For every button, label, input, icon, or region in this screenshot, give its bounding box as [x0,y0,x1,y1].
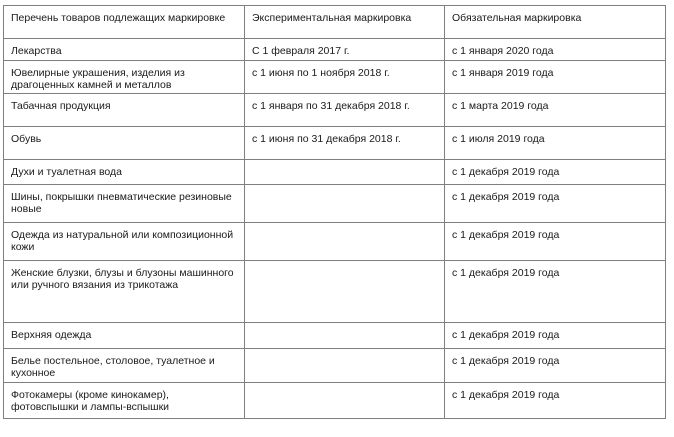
table-row [4,261,666,323]
table-row [4,39,666,61]
mandatory-date-cell: с 1 декабря 2019 года [445,349,666,383]
mandatory-date-cell: с 1 декабря 2019 года [445,323,666,349]
table-row [4,323,666,349]
product-cell: Верхняя одежда [4,323,245,349]
product-cell: Одежда из натуральной или композиционной кожи [4,223,245,261]
experimental-date-cell: С 1 февраля 2017 г. [245,39,445,61]
experimental-date-cell: с 1 января по 31 декабря 2018 г. [245,94,445,127]
experimental-date-cell [245,323,445,349]
mandatory-date-cell: с 1 июля 2019 года [445,127,666,160]
product-cell: Лекарства [4,39,245,61]
table-header-row [4,6,666,39]
mandatory-date-cell: с 1 декабря 2019 года [445,185,666,223]
table-row [4,185,666,223]
mandatory-date-cell: с 1 марта 2019 года [445,94,666,127]
mandatory-date-cell: с 1 декабря 2019 года [445,261,666,323]
experimental-date-cell [245,160,445,185]
table-row [4,127,666,160]
header-cell-products: Перечень товаров подлежащих маркировке [4,6,245,39]
marking-schedule-table [3,5,666,419]
table-row [4,94,666,127]
product-cell: Белье постельное, столовое, туалетное и кухонное [4,349,245,383]
product-cell: Духи и туалетная вода [4,160,245,185]
experimental-date-cell [245,223,445,261]
mandatory-date-cell: с 1 декабря 2019 года [445,223,666,261]
mandatory-date-cell: с 1 декабря 2019 года [445,160,666,185]
experimental-date-cell [245,383,445,419]
product-cell: Табачная продукция [4,94,245,127]
experimental-date-cell: с 1 июня по 1 ноября 2018 г. [245,61,445,94]
table-row [4,223,666,261]
product-cell: Женские блузки, блузы и блузоны машинного или ручного вязания из трикотажа [4,261,245,323]
experimental-date-cell [245,261,445,323]
experimental-date-cell: с 1 июня по 31 декабря 2018 г. [245,127,445,160]
mandatory-date-cell: с 1 января 2020 года [445,39,666,61]
experimental-date-cell [245,349,445,383]
header-cell-experimental: Экспериментальная маркировка [245,6,445,39]
product-cell: Шины, покрышки пневматические резиновые новые [4,185,245,223]
table-row [4,383,666,419]
table-row [4,61,666,94]
product-cell: Ювелирные украшения, изделия из драгоценных камней и металлов [4,61,245,94]
header-cell-mandatory: Обязательная маркировка [445,6,666,39]
table-row [4,349,666,383]
mandatory-date-cell: с 1 января 2019 года [445,61,666,94]
product-cell: Обувь [4,127,245,160]
table-row [4,160,666,185]
experimental-date-cell [245,185,445,223]
mandatory-date-cell: с 1 декабря 2019 года [445,383,666,419]
product-cell: Фотокамеры (кроме кинокамер), фотовспышки и лампы-вспышки [4,383,245,419]
